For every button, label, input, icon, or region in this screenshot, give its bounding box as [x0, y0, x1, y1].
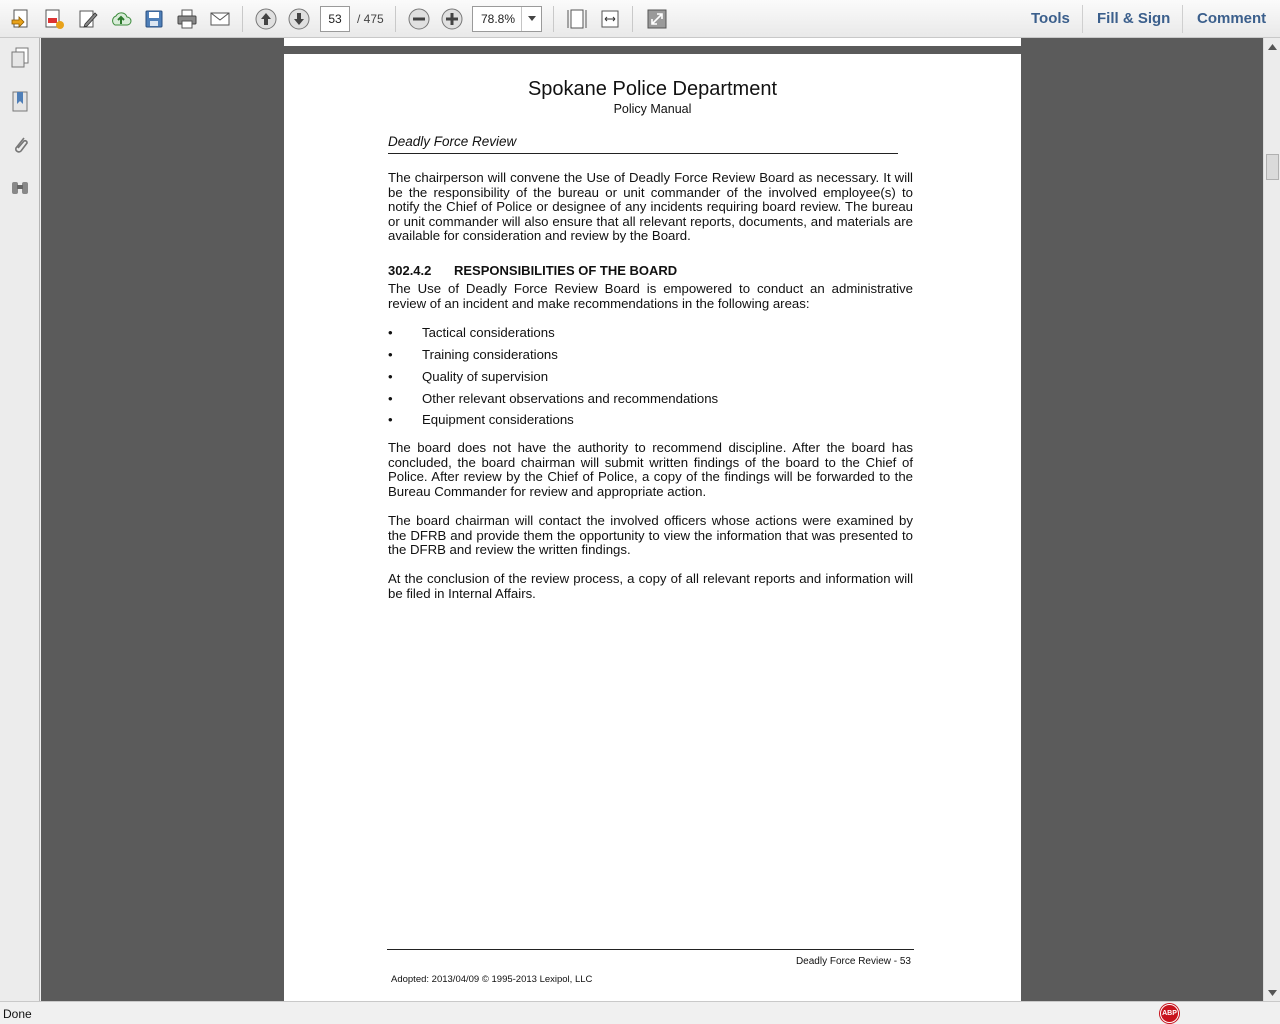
create-pdf-icon[interactable] — [40, 5, 68, 33]
zoom-out-icon[interactable] — [405, 5, 433, 33]
scroll-thumb[interactable] — [1266, 154, 1279, 180]
list-item-text: Quality of supervision — [422, 369, 549, 384]
attachments-icon[interactable] — [6, 131, 34, 159]
toolbar-separator — [1182, 5, 1183, 33]
find-binoculars-icon[interactable] — [6, 174, 34, 202]
page-number-input[interactable]: 53 — [320, 6, 350, 32]
scroll-down-icon[interactable] — [1264, 984, 1280, 1001]
next-page-icon[interactable] — [285, 5, 313, 33]
header-rule — [388, 153, 898, 154]
heading-number: 302.4.2 — [388, 263, 432, 278]
chevron-down-icon[interactable] — [521, 7, 541, 31]
cloud-upload-icon[interactable] — [107, 5, 135, 33]
bullet-dot: • — [388, 347, 393, 362]
vertical-scrollbar[interactable] — [1263, 38, 1280, 1001]
paragraph-1: The chairperson will convene the Use of Deadly Force Review Board as necessary. It will be the responsibility of the bureau or unit commander of the involved employee(s) to notify the Chief of Police or designee of any incidents requiring board review. The bureau or unit commander will also ensure that all relevant reports, documents, and materials are available for consideration and review by the Board. — [388, 170, 913, 243]
toolbar-separator — [632, 6, 633, 32]
toolbar-separator — [242, 6, 243, 32]
zoom-select[interactable] — [472, 6, 542, 32]
paragraph-2: The Use of Deadly Force Review Board is empowered to conduct an administrative review of an incident and make recommendations in the following areas: — [388, 281, 913, 311]
bullet-dot: • — [388, 391, 393, 406]
paragraph-3: The board does not have the authority to recommend discipline. After the board has concluded, the board chairman will submit written findings of the board to the Chief of Police. After review by the Chief of Police, a copy of the findings will be forwarded to the Bureau Commander for review and appropriate action. — [388, 440, 913, 499]
adblock-icon[interactable]: ABP — [1160, 1004, 1179, 1023]
page-total: / 475 — [357, 12, 384, 26]
bullet-dot: • — [388, 325, 393, 340]
document-viewer[interactable] — [41, 38, 1263, 1001]
zoom-in-icon[interactable] — [438, 5, 466, 33]
previous-page-edge — [284, 38, 1021, 46]
navigation-pane — [0, 38, 40, 1001]
edit-icon[interactable] — [74, 5, 102, 33]
paragraph-5: At the conclusion of the review process, a copy of all relevant reports and information will be filed in Internal Affairs. — [388, 571, 913, 601]
scroll-up-icon[interactable] — [1264, 38, 1280, 55]
section-header: Deadly Force Review — [388, 134, 517, 149]
bookmarks-icon[interactable] — [6, 88, 34, 116]
section-heading — [388, 263, 677, 278]
save-icon[interactable] — [140, 5, 168, 33]
open-file-icon[interactable] — [7, 5, 35, 33]
footer-adopted: Adopted: 2013/04/09 © 1995-2013 Lexipol, LLC — [391, 974, 593, 985]
heading-text: RESPONSIBILITIES OF THE BOARD — [454, 263, 678, 278]
toolbar-separator — [1082, 5, 1083, 33]
email-icon[interactable] — [206, 5, 234, 33]
fit-width-icon[interactable] — [596, 5, 624, 33]
fill-sign-button[interactable]: Fill & Sign — [1097, 10, 1171, 27]
page-title: Spokane Police Department — [527, 78, 778, 100]
list-item-text: Tactical considerations — [422, 325, 555, 340]
toolbar-separator — [553, 6, 554, 32]
bullet-dot: • — [388, 369, 393, 384]
footer-rule — [387, 949, 914, 950]
paragraph-4: The board chairman will contact the involved officers whose actions were examined by the DFRB and provide them the opportunity to view the information that was presented to the DFRB and review the written findings. — [388, 513, 913, 557]
list-item-text: Training considerations — [422, 347, 558, 362]
tools-button[interactable]: Tools — [1031, 10, 1070, 27]
status-bar — [0, 1001, 1280, 1024]
full-screen-icon[interactable] — [643, 5, 671, 33]
previous-page-icon[interactable] — [252, 5, 280, 33]
print-icon[interactable] — [173, 5, 201, 33]
pdf-page — [284, 54, 1021, 1001]
toolbar-separator — [395, 6, 396, 32]
comment-button[interactable]: Comment — [1197, 10, 1267, 27]
toolbar — [0, 0, 1280, 38]
bullet-dot: • — [388, 412, 393, 427]
fit-page-icon[interactable] — [563, 5, 591, 33]
list-item-text: Equipment considerations — [422, 412, 574, 427]
list-item-text: Other relevant observations and recommendations — [422, 391, 719, 406]
footer-page-label: Deadly Force Review - 53 — [795, 956, 911, 967]
page-thumbnails-icon[interactable] — [6, 44, 34, 72]
zoom-value: 78.8% — [481, 12, 516, 26]
status-text: Done — [3, 1007, 32, 1021]
page-subtitle: Policy Manual — [613, 102, 692, 116]
